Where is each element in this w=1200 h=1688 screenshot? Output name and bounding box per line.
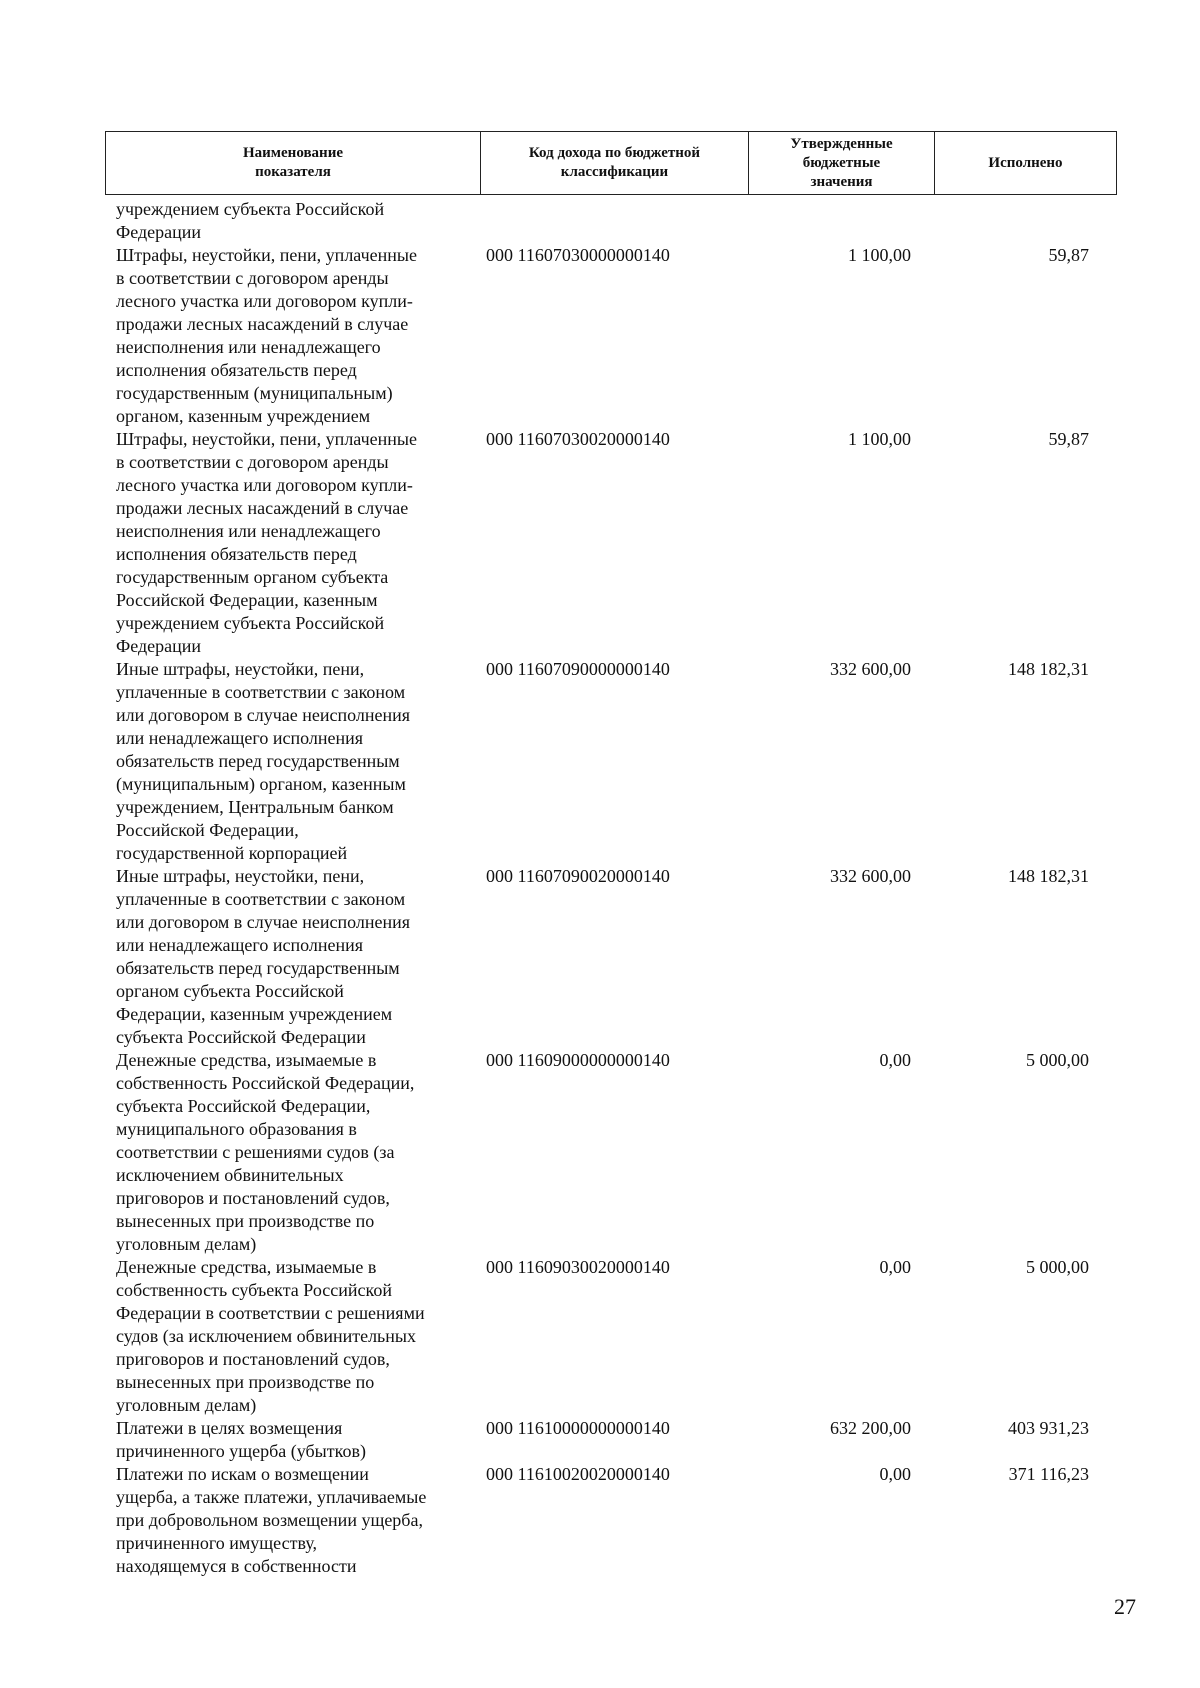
table-row	[116, 1256, 1116, 1417]
table-row	[116, 244, 1116, 428]
row-name: учреждением субъекта Российской Федерации	[116, 199, 385, 242]
table-row	[116, 428, 1116, 658]
row-exec: 59,87	[1048, 429, 1089, 449]
row-plan: 0,00	[879, 1257, 911, 1277]
page-number: 27	[1114, 1594, 1136, 1619]
row-name: Иные штрафы, неустойки, пени, уплаченные в соответствии с законом или договором в случае неисполнения или ненадлежащего исполнения обязательств перед государственным (муниципальным) органом, казенным учреждением, Центральным банком Российской Федерации, государственной корпорацией	[116, 659, 411, 863]
header-executed: Исполнено	[988, 154, 1063, 171]
table-row	[116, 1463, 1116, 1578]
row-code: 000 11607090000000140	[486, 659, 670, 679]
table-body	[116, 198, 1116, 1578]
row-plan: 1 100,00	[848, 429, 911, 449]
row-code: 000 11607090020000140	[486, 866, 670, 886]
table-row	[116, 865, 1116, 1049]
row-exec: 5 000,00	[1026, 1050, 1089, 1070]
row-plan: 1 100,00	[848, 245, 911, 265]
row-exec: 5 000,00	[1026, 1257, 1089, 1277]
row-plan: 332 600,00	[830, 866, 911, 886]
row-exec: 59,87	[1048, 245, 1089, 265]
row-code: 000 11609000000000140	[486, 1050, 670, 1070]
table-header	[105, 131, 1117, 195]
row-code: 000 11607030020000140	[486, 429, 670, 449]
header-indicator-name: Наименование показателя	[106, 132, 481, 194]
header-approved-values: Утвержденные бюджетные значения	[749, 132, 935, 194]
row-plan: 332 600,00	[830, 659, 911, 679]
row-name: Штрафы, неустойки, пени, уплаченные в соответствии с договором аренды лесного участка или договором купли- продажи лесных насаждений в случае неисполнения или ненадлежащего исполнения обязательств перед государственным (муниципальным) органом, казенным учреждением	[116, 245, 417, 426]
row-name: Платежи в целях возмещения причиненного ущерба (убытков)	[116, 1418, 366, 1461]
row-name: Платежи по искам о возмещении ущерба, а также платежи, уплачиваемые при добровольном возмещении ущерба, причиненного имуществу, находящемуся в собственности	[116, 1464, 427, 1576]
table-row	[116, 1417, 1116, 1463]
row-code: 000 11610000000000140	[486, 1418, 670, 1438]
row-code: 000 11609030020000140	[486, 1257, 670, 1277]
table-row	[116, 1049, 1116, 1256]
row-name: Денежные средства, изымаемые в собственность субъекта Российской Федерации в соответствии с решениями судов (за исключением обвинительных приговоров и постановлений судов, вынесенных при производстве по уголовным делам)	[116, 1257, 425, 1415]
table-row	[116, 658, 1116, 865]
row-plan: 632 200,00	[830, 1418, 911, 1438]
row-plan: 0,00	[879, 1050, 911, 1070]
row-plan: 0,00	[879, 1464, 911, 1484]
row-exec: 148 182,31	[1008, 659, 1089, 679]
row-code: 000 11610020020000140	[486, 1464, 670, 1484]
row-name: Иные штрафы, неустойки, пени, уплаченные в соответствии с законом или договором в случае неисполнения или ненадлежащего исполнения обязательств перед государственным органом субъекта Российской Федерации, казенным учреждением субъекта Российской Федерации	[116, 866, 411, 1047]
row-name: Штрафы, неустойки, пени, уплаченные в соответствии с договором аренды лесного участка или договором купли- продажи лесных насаждений в случае неисполнения или ненадлежащего исполнения обязательств перед государственным органом субъекта Российской Федерации, казенным учреждением субъекта Российской Федерации	[116, 429, 417, 656]
header-income-code: Код дохода по бюджетной классификации	[481, 132, 749, 194]
table-row	[116, 198, 1116, 244]
row-exec: 371 116,23	[1008, 1464, 1089, 1484]
row-exec: 403 931,23	[1008, 1418, 1089, 1438]
row-code: 000 11607030000000140	[486, 245, 670, 265]
row-name: Денежные средства, изымаемые в собственность Российской Федерации, субъекта Российской Федерации, муниципального образования в соответствии с решениями судов (за исключением обвинительных приговоров и постановлений судов, вынесенных при производстве по уголовным делам)	[116, 1050, 415, 1254]
row-exec: 148 182,31	[1008, 866, 1089, 886]
